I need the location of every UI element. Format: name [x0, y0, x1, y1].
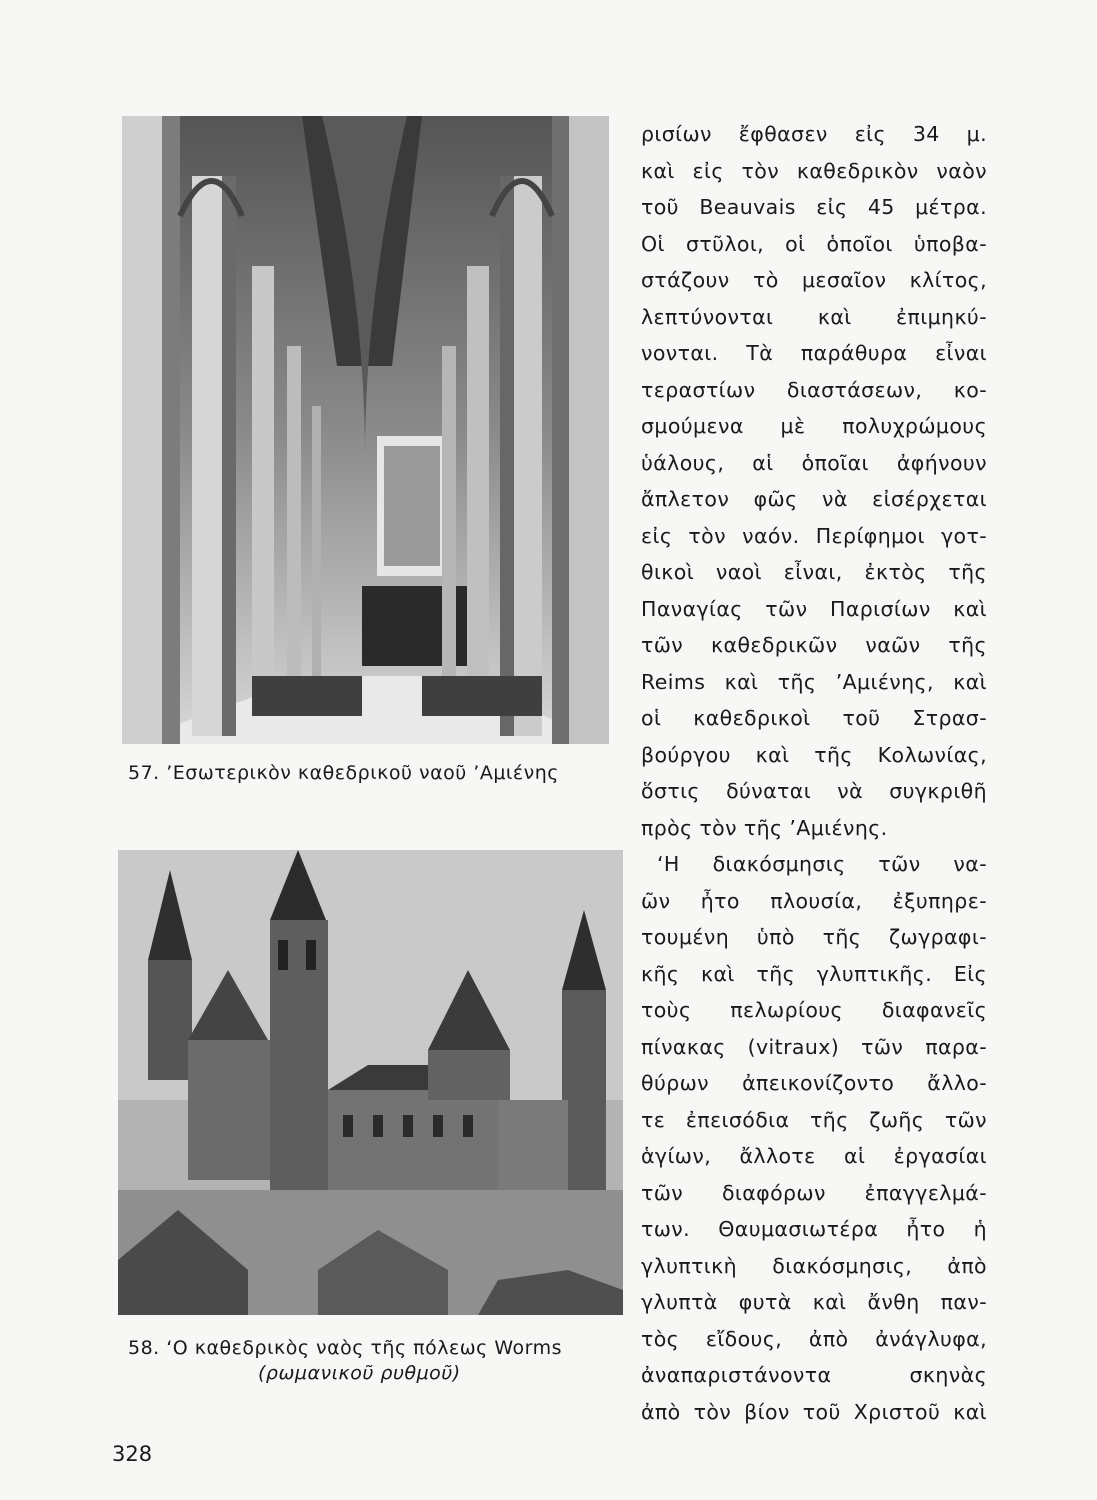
text-line: νονται. Τὰ παράθυρα εἶναι — [641, 341, 987, 365]
text-line: ἀναπαριστάνοντα σκηνὰς — [641, 1363, 987, 1387]
text-line: τουμένη ὑπὸ τῆς ζωγραφι- — [641, 925, 987, 949]
text-line: ἄπλετον φῶς νὰ εἰσέρχεται — [641, 487, 987, 511]
page-number: 328 — [112, 1442, 153, 1466]
text-line: πρὸς τὸν τῆς ’Αμιένης. — [641, 815, 888, 840]
text-line: Παναγίας τῶν Παρισίων καὶ — [641, 596, 987, 621]
text-line: εἰς τὸν ναόν. Περίφημοι γοτ- — [641, 523, 987, 548]
text-line: καὶ εἰς τὸν καθεδρικὸν ναὸν — [641, 158, 987, 183]
text-line: τε ἐπεισόδια τῆς ζωῆς τῶν — [641, 1107, 987, 1132]
text-line: Οἱ στῦλοι, οἱ ὁποῖοι ὑποβα- — [641, 231, 987, 256]
text-line: σμούμενα μὲ πολυχρώμους — [641, 414, 987, 438]
text-line: θύρων ἀπεικονίζοντο ἄλλο- — [641, 1071, 987, 1095]
figure-58-subcaption: (ρωμανικοῦ ρυθμοῦ) — [258, 1362, 461, 1384]
text-line: των. Θαυμασιωτέρα ἦτο ἡ — [641, 1217, 987, 1241]
text-line: τῶν καθεδρικῶν ναῶν τῆς — [641, 633, 987, 657]
text-line: τοῦ Beauvais εἰς 45 μέτρα. — [641, 195, 987, 219]
body-text-column — [641, 116, 987, 1430]
figure-58-caption: 58. ‘Ο καθεδρικὸς ναὸς τῆς πόλεως Worms — [128, 1337, 563, 1359]
text-line: ῶν ἦτο πλουσία, ἐξυπηρε- — [641, 888, 987, 913]
text-line: γλυπτικὴ διακόσμησις, ἀπὸ — [641, 1253, 987, 1278]
text-line: τοὺς πελωρίους διαφανεῖς — [641, 998, 987, 1022]
text-line: ἀπὸ τὸν βίον τοῦ Χριστοῦ καὶ — [641, 1399, 987, 1424]
text-line: γλυπτὰ φυτὰ καὶ ἄνθη παν- — [641, 1290, 987, 1314]
text-line: στάζουν τὸ μεσαῖον κλίτος, — [641, 268, 987, 292]
text-line: Reims καὶ τῆς ’Αμιένης, καὶ — [641, 669, 987, 694]
text-line: λεπτύνονται καὶ ἐπιμηκύ- — [641, 304, 987, 329]
worms-cathedral-exterior-photo — [118, 850, 623, 1315]
text-line: ‘Η διακόσμησις τῶν να- — [657, 852, 987, 876]
text-line: πίνακας (vitraux) τῶν παρα- — [641, 1034, 987, 1059]
text-line: βούργου καὶ τῆς Κολωνίας, — [641, 742, 987, 767]
text-line: ὅστις δύναται νὰ συγκριθῆ — [641, 779, 987, 803]
text-line: τὸς εἴδους, ἀπὸ ἀνάγλυφα, — [641, 1326, 987, 1351]
text-line: οἱ καθεδρικοὶ τοῦ Στρασ- — [641, 706, 987, 730]
text-line: ἁγίων, ἄλλοτε αἱ ἐργασίαι — [641, 1144, 987, 1168]
amiens-cathedral-interior-photo — [122, 116, 609, 744]
text-line: ρισίων ἔφθασεν εἰς 34 μ. — [641, 122, 987, 146]
text-line: κῆς καὶ τῆς γλυπτικῆς. Εἰς — [641, 961, 987, 986]
text-line: θικοὶ ναοὶ εἶναι, ἐκτὸς τῆς — [641, 560, 987, 584]
text-line: τῶν διαφόρων ἐπαγγελμά- — [641, 1180, 987, 1205]
text-line: ὑάλους, αἱ ὁποῖαι ἀφήνουν — [641, 450, 987, 475]
figure-57-caption: 57. ’Εσωτερικὸν καθεδρικοῦ ναοῦ ’Αμιένης — [128, 762, 559, 784]
text-line: τεραστίων διαστάσεων, κο- — [641, 377, 987, 402]
